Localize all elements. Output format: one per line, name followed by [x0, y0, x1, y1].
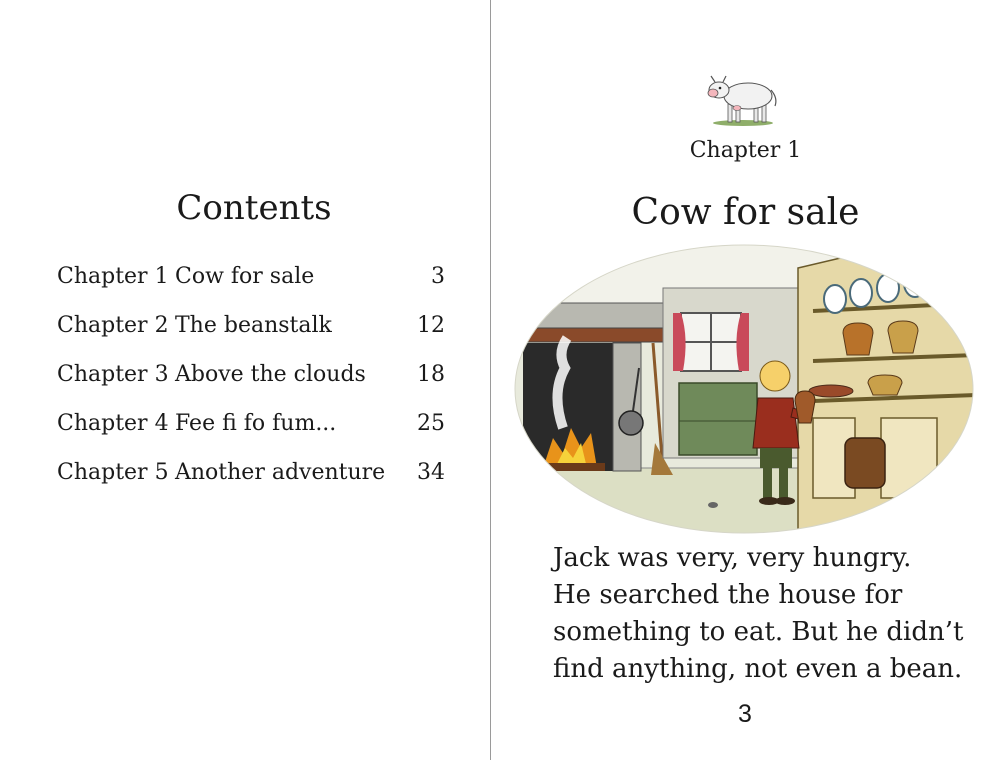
contents-heading: Contents	[176, 188, 332, 228]
toc-page-number: 25	[417, 411, 445, 436]
page-number: 3	[738, 700, 752, 728]
toc-page-number: 12	[417, 313, 445, 338]
toc-chapter-title: Another adventure	[175, 460, 386, 485]
story-text	[553, 540, 973, 688]
toc-row[interactable]	[0, 311, 490, 341]
story-line: Jack was very, very hungry.	[553, 543, 912, 573]
toc-chapter-title: Fee fi fo fum...	[175, 411, 337, 436]
cow-icon	[701, 68, 781, 128]
left-page	[0, 0, 490, 760]
story-line: something to eat. But he didn’t	[553, 617, 964, 647]
toc-chapter-number: Chapter 4	[57, 411, 169, 436]
chapter-label: Chapter 1	[689, 138, 802, 163]
toc-chapter-title: The beanstalk	[175, 313, 332, 338]
toc-chapter-title: Cow for sale	[175, 264, 315, 289]
toc-page-number: 34	[417, 460, 445, 485]
toc-chapter-number: Chapter 3	[57, 362, 169, 387]
toc-page-number: 18	[417, 362, 445, 387]
toc-row[interactable]	[0, 360, 490, 390]
story-line: find anything, not even a bean.	[553, 654, 963, 684]
toc-row[interactable]	[0, 409, 490, 439]
chapter-title: Cow for sale	[631, 192, 860, 233]
right-page	[491, 0, 1000, 760]
toc-chapter-number: Chapter 1	[57, 264, 169, 289]
toc-page-number: 3	[431, 264, 445, 289]
kitchen-illustration	[513, 243, 975, 535]
story-line: He searched the house for	[553, 580, 903, 610]
toc-row[interactable]	[0, 262, 490, 292]
toc-row[interactable]	[0, 458, 490, 488]
toc-chapter-number: Chapter 5	[57, 460, 169, 485]
toc-chapter-number: Chapter 2	[57, 313, 169, 338]
toc-chapter-title: Above the clouds	[175, 362, 366, 387]
